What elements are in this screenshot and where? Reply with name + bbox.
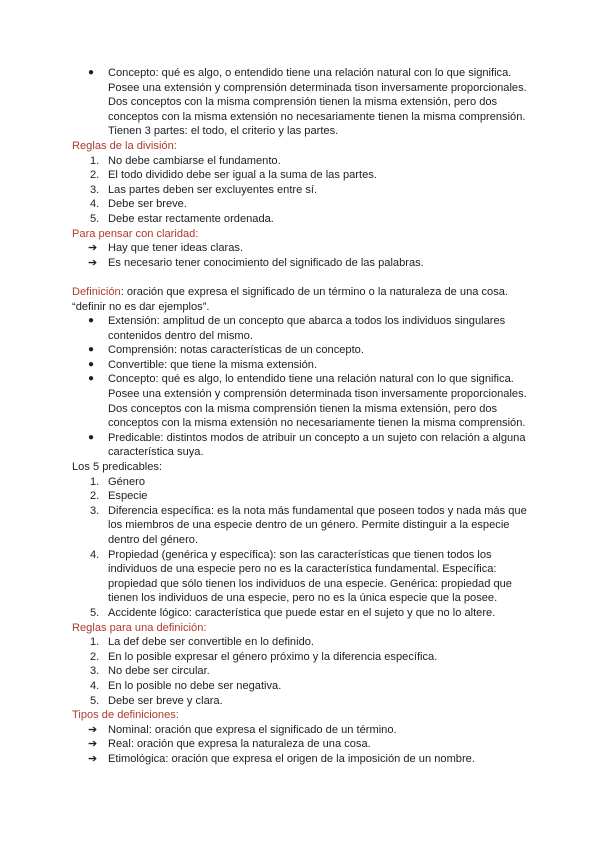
number-marker: 1. — [90, 475, 100, 488]
definicion-list — [72, 314, 530, 460]
number-marker: 5. — [90, 606, 100, 619]
list-item: 2. En lo posible expresar el género próximo y la diferencia específica. — [90, 650, 438, 663]
number-marker: 2. — [90, 650, 100, 663]
predicables-list — [72, 475, 530, 621]
bullet-icon: ● — [88, 315, 95, 327]
arrow-icon: ➔ — [88, 752, 98, 765]
number-marker: 5. — [90, 694, 100, 707]
list-item: 4. Debe ser breve. — [90, 198, 187, 211]
number-marker: 1. — [90, 154, 100, 167]
arrow-icon: ➔ — [88, 256, 98, 269]
list-item: 4. En lo posible no debe ser negativa. — [90, 679, 282, 692]
arrow-icon: ➔ — [88, 723, 98, 736]
number-marker: 2. — [90, 169, 100, 182]
list-item: ➔ Etimológica: oración que expresa el origen de la imposición de un nombre. — [88, 752, 475, 765]
bullet-icon: ● — [88, 67, 95, 78]
bullet-icon: ● — [88, 373, 95, 385]
number-marker: 4. — [90, 198, 100, 211]
list-item: 5. Debe ser breve y clara. — [90, 694, 223, 707]
list-item: ● Extensión: amplitud de un concepto que abarca a todos los individuos singulares contenidos dentro del mismo. — [88, 315, 506, 342]
number-marker: 1. — [90, 636, 100, 649]
definicion-quote: “definir no es dar ejemplos”. — [72, 300, 210, 313]
reglas-definicion-list — [72, 635, 530, 708]
spacer — [72, 270, 530, 285]
number-marker: 3. — [90, 183, 100, 196]
reglas-division-list — [72, 154, 530, 227]
bullet-icon: ● — [88, 344, 95, 356]
heading-pensar: Para pensar con claridad: — [72, 227, 199, 240]
pensar-list — [72, 241, 530, 270]
list-item: ● Concepto: qué es algo, o entendido tiene una relación natural con lo que significa. Posee una extensión y comprensión determinada tison inversamente proporcionales. Dos conceptos con la misma comprensión tienen la misma extensión, pero dos conceptos con la misma extensión no necesariamente tienen la misma comprensión. Tienen 3 partes: el todo, el criterio y las partes. — [88, 67, 527, 138]
list-item: 5. Debe estar rectamente ordenada. — [90, 212, 274, 225]
list-item: 1. La def debe ser convertible en lo definido. — [90, 636, 314, 649]
top-bullet-list — [72, 66, 530, 139]
list-item: 3. Las partes deben ser excluyentes entre sí. — [90, 183, 318, 196]
number-marker: 2. — [90, 490, 100, 503]
list-item: 2. El todo dividido debe ser igual a la suma de las partes. — [90, 169, 377, 182]
number-marker: 4. — [90, 548, 100, 561]
heading-tipos: Tipos de definiciones: — [72, 709, 179, 722]
list-item: 3. No debe ser circular. — [90, 665, 210, 678]
list-item: 1. No debe cambiarse el fundamento. — [90, 154, 281, 167]
number-marker: 5. — [90, 212, 100, 225]
list-item: ● Predicable: distintos modos de atribuir un concepto a un sujeto con relación a alguna característica suya. — [88, 431, 526, 459]
list-item: ● Convertible: que tiene la misma extensión. — [88, 358, 318, 371]
arrow-icon: ➔ — [88, 738, 98, 751]
heading-predicables: Los 5 predicables: — [72, 461, 163, 474]
number-marker: 3. — [90, 665, 100, 678]
list-item: 2. Especie — [90, 490, 148, 503]
bullet-icon: ● — [88, 358, 95, 370]
heading-reglas-definicion: Reglas para una definición: — [72, 621, 207, 634]
tipos-list — [72, 723, 530, 767]
heading-reglas-division: Reglas de la división: — [72, 139, 177, 152]
list-item: ● Comprensión: notas características de un concepto. — [88, 344, 364, 357]
arrow-icon: ➔ — [88, 242, 98, 255]
list-item: ➔ Real: oración que expresa la naturaleza de una cosa. — [88, 738, 371, 751]
list-item: ➔ Hay que tener ideas claras. — [88, 242, 244, 255]
list-item: ● Concepto: qué es algo, lo entendido tiene una relación natural con lo que significa. Posee una extensión y comprensión determinada tison inversamente proporcionales. Dos conceptos con la misma comprensión tienen la misma extensión, pero dos conceptos con la misma extensión no necesariamente tienen la misma comprensión. — [88, 373, 527, 430]
list-item: 1. Género — [90, 475, 146, 488]
list-item: 5. Accidente lógico: característica que puede estar en el sujeto y que no lo altere. — [90, 606, 496, 619]
list-item: 4. Propiedad (genérica y específica): son las características que tienen todos los individuos de una especie pero no es la característica fundamental. Específica: propiedad que sólo tienen los individuos de una especie. Genérica: propiedad que tienen los individuos de una especie, pero no es la única especie que la posee. — [90, 548, 512, 605]
number-marker: 4. — [90, 679, 100, 692]
definicion-paragraph: Definición: oración que expresa el significado de un término o la naturaleza de una cosa. — [72, 285, 509, 298]
number-marker: 3. — [90, 504, 100, 517]
definicion-label: Definición — [72, 285, 121, 298]
list-item: ➔ Es necesario tener conocimiento del significado de las palabras. — [88, 256, 424, 269]
list-item: ➔ Nominal: oración que expresa el significado de un término. — [88, 723, 397, 736]
bullet-icon: ● — [88, 431, 95, 443]
list-item: 3. Diferencia específica: es la nota más fundamental que poseen todos y nada más que los miembros de una especie dentro de un género. Permite distinguir a la especie dentro del género. — [90, 504, 527, 546]
